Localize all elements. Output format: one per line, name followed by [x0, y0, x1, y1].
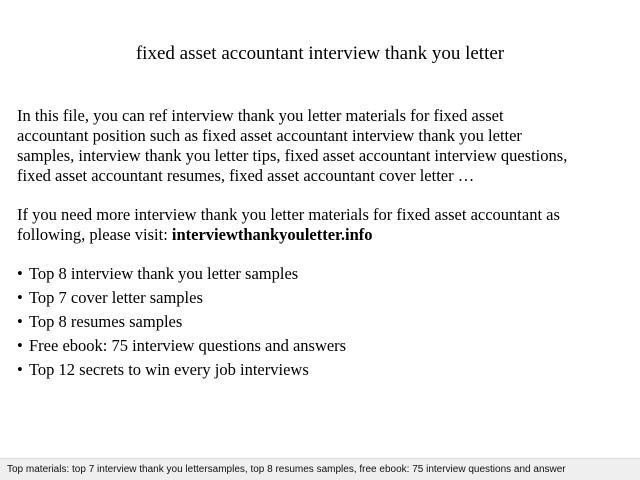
intro-paragraph	[17, 106, 627, 186]
footer-bar	[0, 458, 640, 480]
bullet-icon: •	[17, 312, 23, 331]
list-item	[17, 334, 346, 358]
bullet-icon: •	[17, 288, 23, 307]
bullet-icon: •	[17, 360, 23, 379]
bullet-icon: •	[17, 264, 23, 283]
footer-text: Top materials: top 7 interview thank you lettersamples, top 8 resumes samples, free ebook: 75 interview questions and answer	[7, 464, 566, 475]
list-item	[17, 310, 346, 334]
more-info-line-2	[17, 225, 627, 245]
intro-line: samples, interview thank you letter tips, fixed asset accountant interview questions,	[17, 146, 568, 165]
list-item	[17, 286, 346, 310]
site-link[interactable]: interviewthankyouletter.info	[171, 225, 373, 244]
more-info-prefix: following, please visit:	[17, 225, 172, 244]
intro-line: In this file, you can ref interview thank you letter materials for fixed asset	[17, 106, 504, 125]
more-info-paragraph	[17, 205, 627, 245]
list-item-label: Top 8 interview thank you letter samples	[29, 264, 299, 283]
list-item-label: Free ebook: 75 interview questions and answers	[29, 336, 347, 355]
list-item	[17, 262, 346, 286]
intro-line: accountant position such as fixed asset accountant interview thank you letter	[17, 126, 522, 145]
list-item	[17, 358, 346, 382]
list-item-label: Top 7 cover letter samples	[29, 288, 203, 307]
page-title: fixed asset accountant interview thank you letter	[135, 43, 505, 64]
list-item-label: Top 12 secrets to win every job interviews	[29, 360, 309, 379]
list-item-label: Top 8 resumes samples	[29, 312, 183, 331]
more-info-line: If you need more interview thank you letter materials for fixed asset accountant as	[17, 205, 560, 224]
materials-list	[17, 262, 346, 382]
intro-line: fixed asset accountant resumes, fixed asset accountant cover letter …	[17, 166, 475, 185]
bullet-icon: •	[17, 336, 23, 355]
